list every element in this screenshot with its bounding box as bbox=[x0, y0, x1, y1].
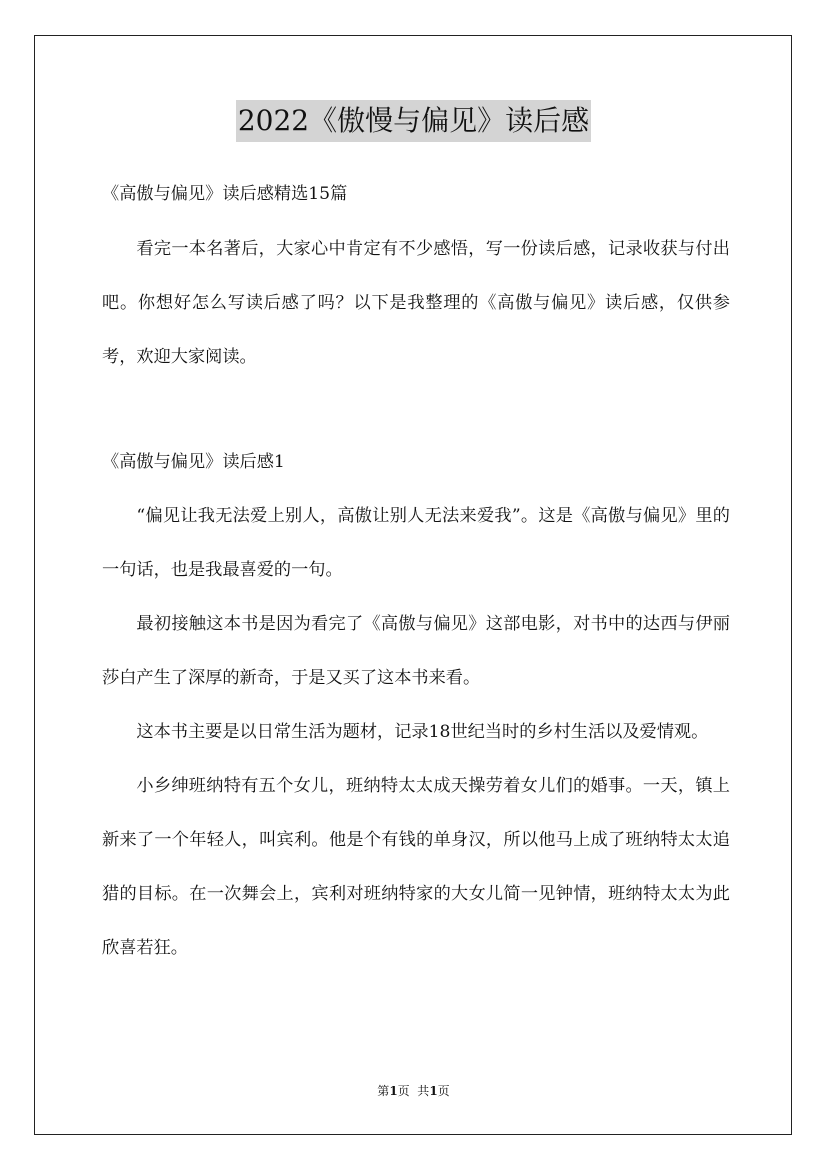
section-heading: 《高傲与偏见》读后感1 bbox=[102, 452, 285, 472]
spacer bbox=[102, 384, 730, 442]
document-subtitle: 《高傲与偏见》读后感精选15篇 bbox=[102, 184, 348, 204]
title-wrapper bbox=[0, 100, 827, 142]
body-paragraph: 这本书主要是以日常生活为题材，记录18世纪当时的乡村生活以及爱情观。 bbox=[136, 722, 709, 742]
spacer bbox=[102, 482, 730, 489]
body-paragraph: 小乡绅班纳特有五个女儿，班纳特太太成天操劳着女儿们的婚事。一天，镇上新来了一个年轻人，叫宾利。他是个有钱的单身汉，所以他马上成了班纳特太太追猎的目标。在一次舞会上，宾利对班纳特家的大女儿简一见钟情，班纳特太太为此欣喜若狂。 bbox=[102, 776, 730, 958]
body-paragraph: “偏见让我无法爱上别人，高傲让别人无法来爱我”。这是《高傲与偏见》里的一句话，也是我最喜爱的一句。 bbox=[102, 506, 730, 580]
body-paragraph: 最初接触这本书是因为看完了《高傲与偏见》这部电影，对书中的达西与伊丽莎白产生了深厚的新奇，于是又买了这本书来看。 bbox=[102, 614, 730, 688]
footer-page-current: 1 bbox=[389, 1084, 398, 1098]
footer-prefix: 第 bbox=[377, 1084, 390, 1098]
document-title: 2022《傲慢与偏见》读后感 bbox=[236, 100, 591, 142]
intro-paragraph: 看完一本名著后，大家心中肯定有不少感悟，写一份读后感，记录收获与付出吧。你想好怎么写读后感了吗？以下是我整理的《高傲与偏见》读后感，仅供参考，欢迎大家阅读。 bbox=[102, 239, 730, 367]
footer-mid: 页 共 bbox=[397, 1084, 430, 1098]
page-footer bbox=[0, 1083, 827, 1099]
spacer bbox=[102, 214, 730, 222]
document-body bbox=[102, 174, 730, 975]
footer-suffix: 页 bbox=[437, 1084, 450, 1098]
footer-page-total: 1 bbox=[429, 1084, 438, 1098]
